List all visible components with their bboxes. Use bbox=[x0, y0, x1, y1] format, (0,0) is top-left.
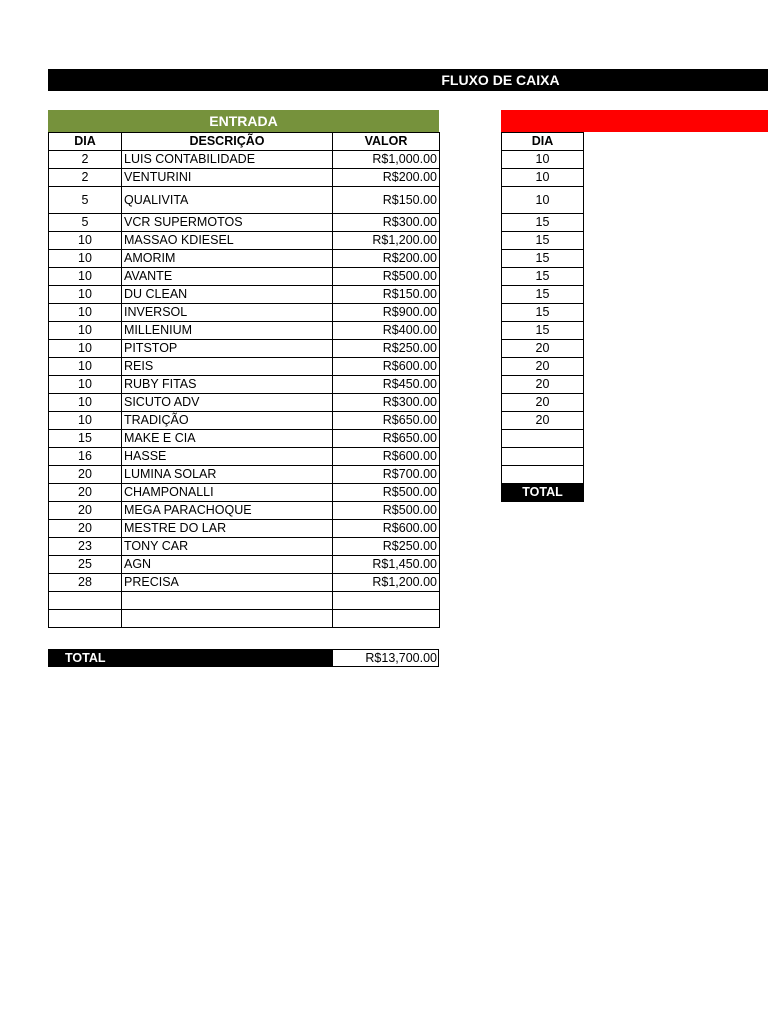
sheet-title: FLUXO DE CAIXA bbox=[441, 72, 560, 88]
cell-valor[interactable] bbox=[333, 610, 440, 628]
cell-valor[interactable]: R$600.00 bbox=[333, 448, 440, 466]
table-row bbox=[49, 592, 440, 610]
entrada-total-label: TOTAL bbox=[48, 649, 332, 667]
cell-dia[interactable]: 10 bbox=[49, 304, 122, 322]
table-row bbox=[502, 466, 584, 484]
table-row bbox=[502, 232, 584, 250]
cell-descricao[interactable]: INVERSOL bbox=[122, 304, 333, 322]
cell-saida-dia[interactable]: 20 bbox=[502, 412, 584, 430]
cell-descricao[interactable]: PITSTOP bbox=[122, 340, 333, 358]
cell-descricao[interactable]: CHAMPONALLI bbox=[122, 484, 333, 502]
cell-descricao[interactable] bbox=[122, 592, 333, 610]
table-row bbox=[49, 304, 440, 322]
table-row bbox=[49, 610, 440, 628]
cell-saida-dia[interactable]: 20 bbox=[502, 340, 584, 358]
cell-descricao[interactable]: LUMINA SOLAR bbox=[122, 466, 333, 484]
table-row bbox=[49, 502, 440, 520]
cell-dia[interactable]: 5 bbox=[49, 187, 122, 214]
cell-saida-dia[interactable]: 15 bbox=[502, 232, 584, 250]
cell-dia[interactable]: 10 bbox=[49, 268, 122, 286]
table-row bbox=[49, 322, 440, 340]
saida-table bbox=[501, 132, 584, 502]
entrada-total-value[interactable]: R$13,700.00 bbox=[332, 649, 439, 667]
cell-valor[interactable]: R$1,200.00 bbox=[333, 574, 440, 592]
cell-valor[interactable]: R$1,200.00 bbox=[333, 232, 440, 250]
cell-dia[interactable]: 10 bbox=[49, 394, 122, 412]
cell-dia[interactable]: 25 bbox=[49, 556, 122, 574]
cell-descricao[interactable]: VENTURINI bbox=[122, 169, 333, 187]
cell-valor[interactable]: R$650.00 bbox=[333, 430, 440, 448]
cell-saida-dia[interactable]: 20 bbox=[502, 394, 584, 412]
cell-saida-dia[interactable]: 15 bbox=[502, 268, 584, 286]
table-row bbox=[502, 322, 584, 340]
cell-descricao[interactable]: AVANTE bbox=[122, 268, 333, 286]
table-row bbox=[49, 466, 440, 484]
cell-dia[interactable]: 10 bbox=[49, 376, 122, 394]
cell-valor[interactable]: R$900.00 bbox=[333, 304, 440, 322]
table-row bbox=[502, 448, 584, 466]
table-row bbox=[502, 394, 584, 412]
cell-descricao[interactable]: DU CLEAN bbox=[122, 286, 333, 304]
cell-valor[interactable]: R$300.00 bbox=[333, 214, 440, 232]
table-row bbox=[502, 340, 584, 358]
col-header-valor[interactable]: VALOR bbox=[333, 133, 440, 151]
table-row bbox=[502, 268, 584, 286]
cell-dia[interactable]: 20 bbox=[49, 466, 122, 484]
table-row bbox=[49, 214, 440, 232]
cell-saida-dia[interactable]: 10 bbox=[502, 169, 584, 187]
cell-dia[interactable]: 10 bbox=[49, 412, 122, 430]
cell-descricao[interactable]: MAKE E CIA bbox=[122, 430, 333, 448]
entrada-table bbox=[48, 132, 440, 628]
cell-descricao[interactable]: RUBY FITAS bbox=[122, 376, 333, 394]
cell-saida-dia[interactable] bbox=[502, 430, 584, 448]
cell-descricao[interactable]: SICUTO ADV bbox=[122, 394, 333, 412]
cell-descricao[interactable]: MESTRE DO LAR bbox=[122, 520, 333, 538]
cell-valor[interactable]: R$200.00 bbox=[333, 169, 440, 187]
cell-saida-dia[interactable]: 15 bbox=[502, 322, 584, 340]
table-row bbox=[49, 232, 440, 250]
table-row bbox=[49, 574, 440, 592]
cell-dia[interactable]: 2 bbox=[49, 151, 122, 169]
cell-dia[interactable]: 10 bbox=[49, 358, 122, 376]
cell-valor[interactable]: R$1,450.00 bbox=[333, 556, 440, 574]
cell-descricao[interactable]: MASSAO KDIESEL bbox=[122, 232, 333, 250]
table-row bbox=[49, 286, 440, 304]
cell-saida-dia[interactable] bbox=[502, 466, 584, 484]
table-row bbox=[49, 268, 440, 286]
cell-valor[interactable]: R$200.00 bbox=[333, 250, 440, 268]
cell-valor[interactable]: R$600.00 bbox=[333, 358, 440, 376]
table-row bbox=[49, 430, 440, 448]
cell-valor[interactable]: R$700.00 bbox=[333, 466, 440, 484]
saida-header-row bbox=[502, 133, 584, 151]
cell-saida-dia[interactable]: 20 bbox=[502, 376, 584, 394]
cell-descricao[interactable]: AGN bbox=[122, 556, 333, 574]
cell-valor[interactable]: R$650.00 bbox=[333, 412, 440, 430]
cell-valor[interactable]: R$400.00 bbox=[333, 322, 440, 340]
table-row bbox=[502, 187, 584, 214]
cell-descricao[interactable]: AMORIM bbox=[122, 250, 333, 268]
table-row bbox=[502, 151, 584, 169]
cell-dia[interactable]: 10 bbox=[49, 232, 122, 250]
cell-descricao[interactable]: MEGA PARACHOQUE bbox=[122, 502, 333, 520]
table-row bbox=[49, 358, 440, 376]
table-row bbox=[49, 556, 440, 574]
cell-dia[interactable]: 20 bbox=[49, 484, 122, 502]
table-row bbox=[49, 484, 440, 502]
sheet-title-bar bbox=[48, 69, 768, 91]
cell-valor[interactable]: R$450.00 bbox=[333, 376, 440, 394]
cell-dia[interactable]: 10 bbox=[49, 322, 122, 340]
cell-saida-dia[interactable]: 15 bbox=[502, 304, 584, 322]
cell-dia[interactable]: 5 bbox=[49, 214, 122, 232]
table-row bbox=[49, 394, 440, 412]
table-row bbox=[49, 169, 440, 187]
cell-dia[interactable]: 16 bbox=[49, 448, 122, 466]
cell-saida-dia[interactable]: 15 bbox=[502, 286, 584, 304]
cell-descricao[interactable]: LUIS CONTABILIDADE bbox=[122, 151, 333, 169]
cell-dia[interactable]: 2 bbox=[49, 169, 122, 187]
cell-saida-dia[interactable]: 10 bbox=[502, 151, 584, 169]
table-row bbox=[49, 376, 440, 394]
cell-valor[interactable]: R$250.00 bbox=[333, 538, 440, 556]
cell-dia[interactable]: 20 bbox=[49, 502, 122, 520]
saida-total-label: TOTAL bbox=[502, 484, 584, 502]
col-header-dia[interactable]: DIA bbox=[49, 133, 122, 151]
cell-valor[interactable]: R$500.00 bbox=[333, 502, 440, 520]
cell-descricao[interactable]: TONY CAR bbox=[122, 538, 333, 556]
cell-dia[interactable]: 20 bbox=[49, 520, 122, 538]
cell-saida-dia[interactable] bbox=[502, 448, 584, 466]
cell-saida-dia[interactable]: 10 bbox=[502, 187, 584, 214]
cell-dia[interactable]: 10 bbox=[49, 286, 122, 304]
cell-descricao[interactable]: HASSE bbox=[122, 448, 333, 466]
entrada-header-row bbox=[49, 133, 440, 151]
cell-valor[interactable]: R$300.00 bbox=[333, 394, 440, 412]
cell-dia[interactable]: 10 bbox=[49, 250, 122, 268]
cell-valor[interactable]: R$150.00 bbox=[333, 286, 440, 304]
cell-descricao[interactable]: TRADIÇÃO bbox=[122, 412, 333, 430]
cell-dia[interactable]: 15 bbox=[49, 430, 122, 448]
saida-header bbox=[501, 110, 768, 132]
table-row bbox=[502, 430, 584, 448]
cell-descricao[interactable]: VCR SUPERMOTOS bbox=[122, 214, 333, 232]
cell-valor[interactable]: R$150.00 bbox=[333, 187, 440, 214]
cell-valor[interactable]: R$1,000.00 bbox=[333, 151, 440, 169]
col-header-saida-dia[interactable]: DIA bbox=[502, 133, 584, 151]
cell-valor[interactable]: R$500.00 bbox=[333, 268, 440, 286]
table-row bbox=[49, 151, 440, 169]
cell-valor[interactable]: R$500.00 bbox=[333, 484, 440, 502]
table-row bbox=[49, 448, 440, 466]
table-row bbox=[502, 169, 584, 187]
table-row bbox=[49, 340, 440, 358]
table-row bbox=[502, 376, 584, 394]
cell-dia[interactable] bbox=[49, 610, 122, 628]
col-header-descricao[interactable]: DESCRIÇÃO bbox=[122, 133, 333, 151]
cell-dia[interactable]: 10 bbox=[49, 340, 122, 358]
cell-saida-dia[interactable]: 20 bbox=[502, 358, 584, 376]
table-row bbox=[502, 214, 584, 232]
table-row bbox=[49, 520, 440, 538]
cell-descricao[interactable]: REIS bbox=[122, 358, 333, 376]
cell-descricao[interactable]: PRECISA bbox=[122, 574, 333, 592]
table-row bbox=[49, 538, 440, 556]
table-row bbox=[502, 304, 584, 322]
table-row bbox=[502, 358, 584, 376]
entrada-total-row bbox=[48, 649, 439, 667]
table-row bbox=[502, 250, 584, 268]
cell-dia[interactable]: 23 bbox=[49, 538, 122, 556]
cell-saida-dia[interactable]: 15 bbox=[502, 214, 584, 232]
cell-valor[interactable]: R$600.00 bbox=[333, 520, 440, 538]
table-row bbox=[502, 412, 584, 430]
table-row bbox=[502, 286, 584, 304]
table-row bbox=[49, 412, 440, 430]
cell-descricao[interactable]: MILLENIUM bbox=[122, 322, 333, 340]
table-row bbox=[49, 187, 440, 214]
cell-dia[interactable] bbox=[49, 592, 122, 610]
cell-descricao[interactable] bbox=[122, 610, 333, 628]
cell-descricao[interactable]: QUALIVITA bbox=[122, 187, 333, 214]
cell-dia[interactable]: 28 bbox=[49, 574, 122, 592]
saida-total-row bbox=[502, 484, 584, 502]
cell-valor[interactable]: R$250.00 bbox=[333, 340, 440, 358]
cell-saida-dia[interactable]: 15 bbox=[502, 250, 584, 268]
entrada-header: ENTRADA bbox=[48, 110, 439, 132]
cell-valor[interactable] bbox=[333, 592, 440, 610]
table-row bbox=[49, 250, 440, 268]
